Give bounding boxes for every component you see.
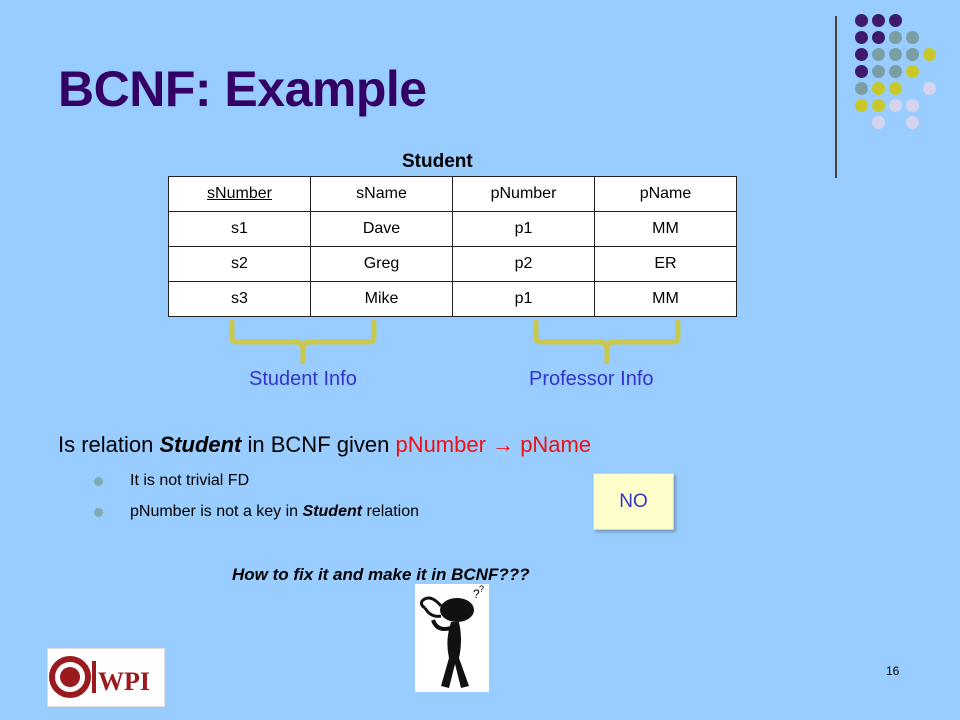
decor-dot — [855, 14, 868, 27]
table-cell: s3 — [169, 282, 311, 317]
student-info-label: Student Info — [249, 368, 357, 390]
student-relation-table — [168, 176, 737, 317]
table-cell: Greg — [311, 247, 453, 282]
table-cell: ER — [595, 247, 737, 282]
student-info-brace — [228, 320, 378, 364]
decor-dot — [923, 82, 936, 95]
decor-dot — [889, 65, 902, 78]
table-cell: Dave — [311, 212, 453, 247]
professor-info-brace — [532, 320, 682, 364]
table-cell: s2 — [169, 247, 311, 282]
fix-question: How to fix it and make it in BCNF??? — [232, 565, 530, 584]
professor-info-label: Professor Info — [529, 368, 654, 390]
decor-dot — [872, 65, 885, 78]
table-cell: p1 — [453, 212, 595, 247]
column-header-sname: sName — [311, 177, 453, 212]
decor-dot — [872, 48, 885, 61]
decor-dot — [906, 99, 919, 112]
decor-vertical-line — [835, 16, 837, 178]
bcnf-question: Is relation Student in BCNF given pNumber → pName — [58, 432, 592, 457]
decor-dot-grid — [855, 14, 955, 154]
bullet-dot-icon — [94, 508, 103, 517]
table-row — [169, 247, 737, 282]
svg-text:?: ? — [473, 587, 480, 601]
thinking-figure-icon — [415, 584, 489, 692]
decor-dot — [906, 31, 919, 44]
column-header-pnumber: pNumber — [453, 177, 595, 212]
answer-box: NO — [593, 473, 674, 530]
decor-dot — [906, 48, 919, 61]
table-cell: p2 — [453, 247, 595, 282]
slide-title: BCNF: Example — [58, 61, 427, 117]
table-caption: Student — [402, 151, 473, 172]
column-header-snumber: sNumber — [169, 177, 311, 212]
table-row — [169, 282, 737, 317]
decor-dot — [872, 14, 885, 27]
decor-dot — [923, 48, 936, 61]
decor-dot — [855, 82, 868, 95]
decor-dot — [872, 82, 885, 95]
decor-dot — [872, 99, 885, 112]
column-header-pname: pName — [595, 177, 737, 212]
decor-dot — [906, 65, 919, 78]
bullet-dot-icon — [94, 477, 103, 486]
slide-number: 16 — [886, 664, 900, 678]
decor-dot — [889, 14, 902, 27]
decor-dot — [872, 116, 885, 129]
table-cell: s1 — [169, 212, 311, 247]
decor-dot — [855, 31, 868, 44]
decor-dot — [889, 82, 902, 95]
table-cell: MM — [595, 212, 737, 247]
decor-dot — [855, 65, 868, 78]
decor-dot — [889, 48, 902, 61]
svg-text:?: ? — [479, 584, 485, 594]
table-row — [169, 212, 737, 247]
table-cell: p1 — [453, 282, 595, 317]
svg-text:WPI: WPI — [98, 667, 150, 696]
decor-dot — [906, 116, 919, 129]
table-header-row — [169, 177, 737, 212]
decor-dot — [855, 99, 868, 112]
decor-dot — [889, 31, 902, 44]
decor-dot — [889, 99, 902, 112]
decor-dot — [872, 31, 885, 44]
table-cell: MM — [595, 282, 737, 317]
table-cell: Mike — [311, 282, 453, 317]
wpi-logo — [47, 648, 165, 707]
decor-dot — [855, 48, 868, 61]
